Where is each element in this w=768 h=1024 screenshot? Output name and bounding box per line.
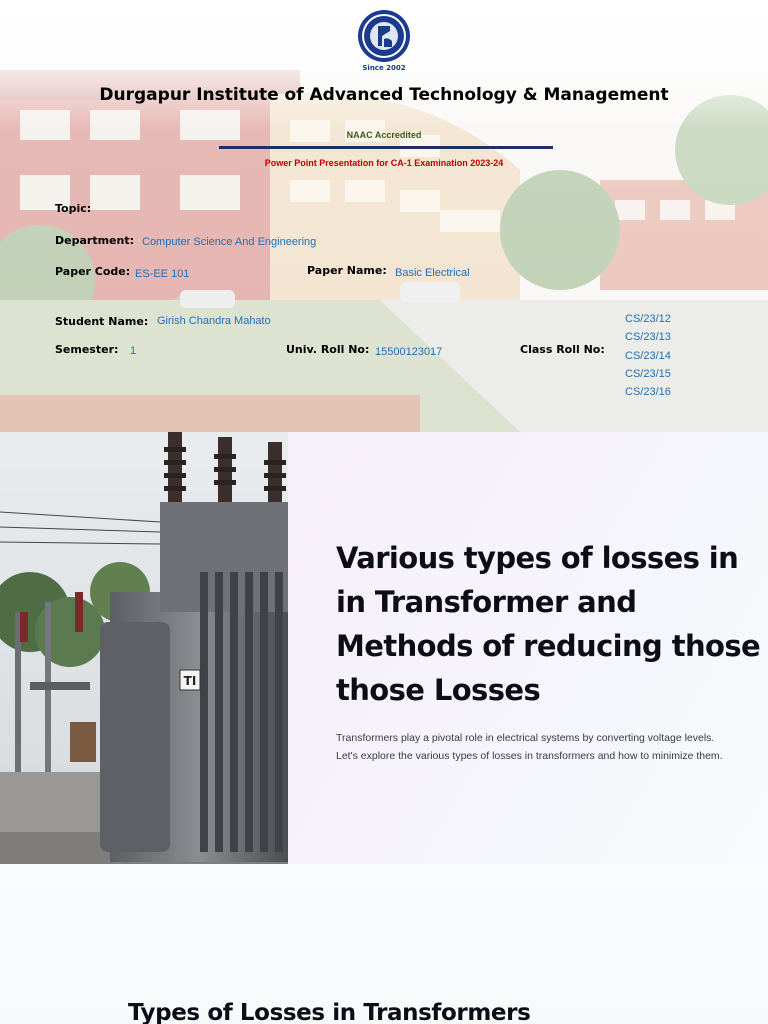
institute-logo-icon	[357, 9, 411, 63]
presentation-subtitle: Power Point Presentation for CA-1 Examination 2023-24	[264, 158, 504, 168]
institute-name: Durgapur Institute of Advanced Technology & Management	[99, 85, 669, 105]
paper-code-label: Paper Code:	[55, 265, 131, 278]
title-slide	[0, 0, 768, 432]
class-roll-list	[625, 312, 671, 403]
logo-since-text: Since 2002	[362, 64, 406, 72]
paper-code-value: ES-EE 101	[135, 268, 190, 280]
slide-title	[336, 536, 761, 712]
naac-accreditation: NAAC Accredited	[346, 130, 422, 140]
transformer-tag: TI	[183, 674, 197, 688]
paper-name-value: Basic Electrical	[395, 267, 470, 279]
paper-name-label: Paper Name:	[307, 264, 387, 277]
intro-slide	[0, 432, 768, 864]
department-value: Computer Science And Engineering	[142, 236, 317, 248]
class-roll-label: Class Roll No:	[520, 343, 605, 356]
title-line: in Transformer and	[336, 585, 637, 619]
title-line: those Losses	[336, 673, 541, 707]
title-divider	[219, 146, 553, 149]
univ-roll-label: Univ. Roll No:	[286, 343, 370, 356]
title-line: Various types of losses in	[336, 541, 739, 575]
topic-label: Topic:	[55, 202, 92, 215]
class-roll-item: CS/23/15	[625, 367, 671, 380]
title-line: Methods of reducing those	[336, 629, 761, 663]
student-name-value: Girish Chandra Mahato	[157, 315, 271, 327]
univ-roll-value: 15500123017	[375, 346, 443, 358]
semester-value: 1	[130, 345, 137, 357]
class-roll-item: CS/23/16	[625, 386, 671, 399]
class-roll-item: CS/23/14	[625, 349, 671, 362]
power-transformer-photo	[0, 432, 288, 864]
losses-types-slide	[0, 864, 768, 1024]
slide-title: Types of Losses in Transformers	[128, 1000, 531, 1024]
intro-paragraph: Transformers play a pivotal role in electrical systems by converting voltage levels. Let's explore the various types of losses in transformers and how to minimize them.	[336, 732, 723, 762]
student-name-label: Student Name:	[55, 315, 149, 328]
semester-label: Semester:	[55, 343, 119, 356]
department-label: Department:	[55, 234, 134, 247]
class-roll-item: CS/23/12	[625, 313, 671, 325]
class-roll-item: CS/23/13	[625, 331, 671, 344]
